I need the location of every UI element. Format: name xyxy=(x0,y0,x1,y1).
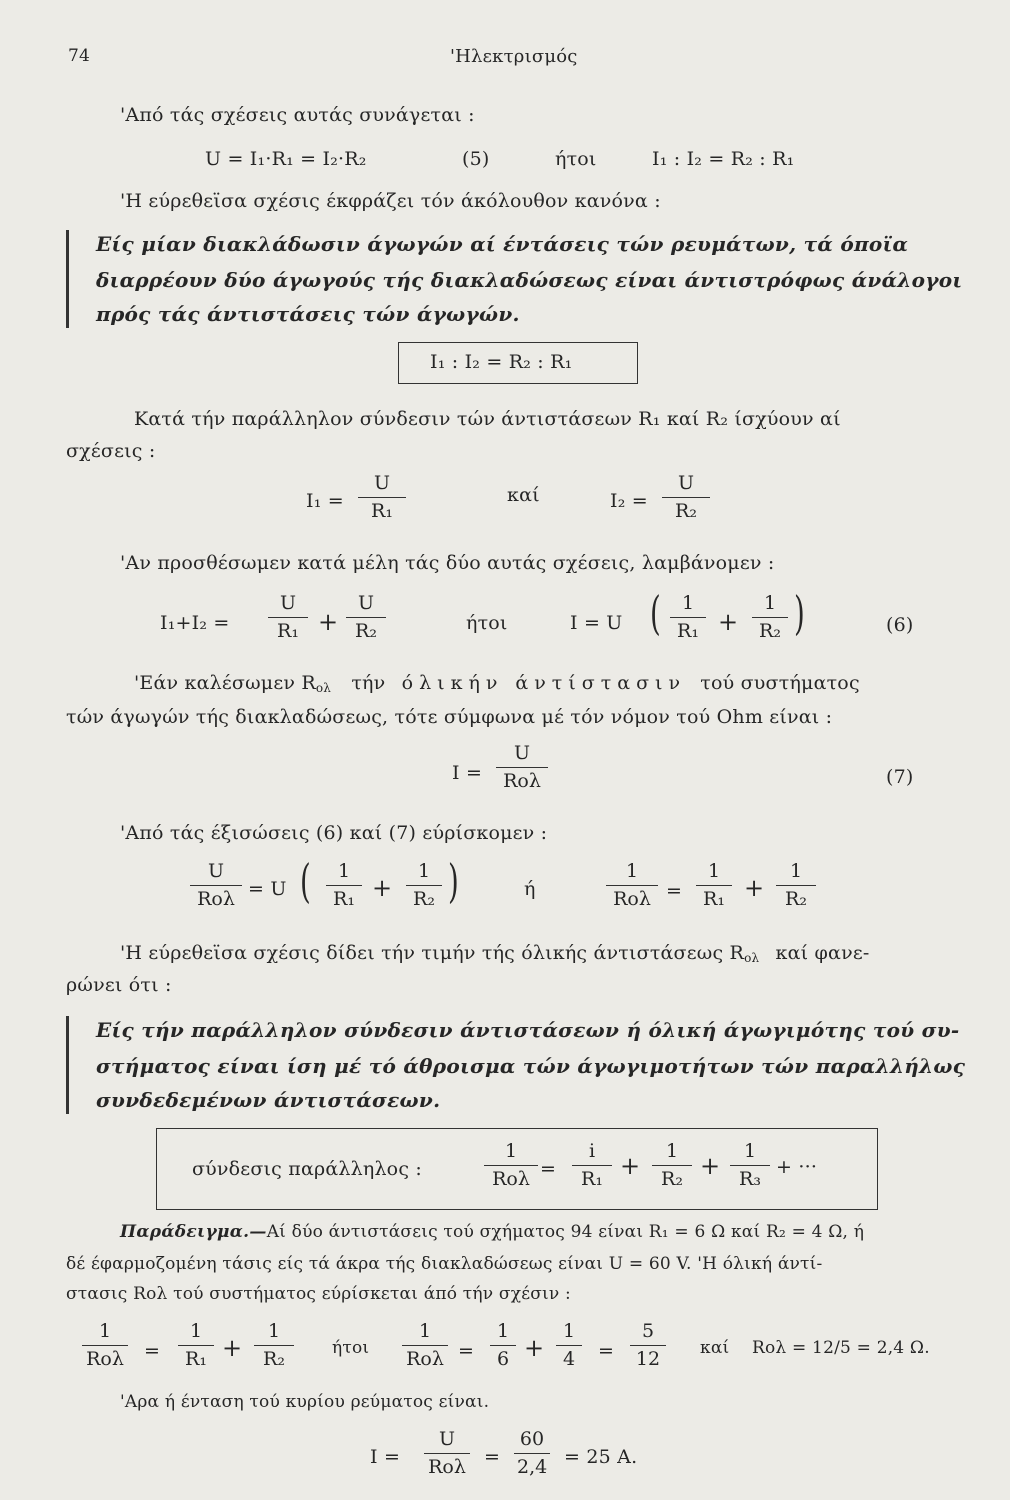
eq-9-fraction-7 xyxy=(630,1322,666,1369)
box-2-fraction-2 xyxy=(572,1142,612,1189)
eq-6-fraction-3-den: R₁ xyxy=(670,617,706,641)
eq-8-fraction-2 xyxy=(326,862,362,909)
eq-8-f3-den: R₂ xyxy=(406,885,442,909)
equation-5-rhs: I₁ : I₂ = R₂ : R₁ xyxy=(652,148,795,170)
box-2-f3-den: R₂ xyxy=(652,1165,692,1189)
rule-1-line-2: διαρρέουν δύο άγωγούς τής διακλαδώσεως είναι άντιστρόφως άνάλογοι xyxy=(96,268,963,292)
eq-6-fraction-3 xyxy=(670,594,706,641)
eq-8-f2-num: 1 xyxy=(337,860,351,882)
eq-9-fraction-5 xyxy=(490,1322,516,1369)
box-2-f3-num: 1 xyxy=(665,1140,679,1162)
eq-6-fraction-2-den: R₂ xyxy=(346,617,386,641)
paragraph-current: 'Αρα ή ένταση τού κυρίου ρεύματος είναι. xyxy=(120,1392,490,1412)
eq-a-fraction-1-num: U xyxy=(373,472,390,494)
eq-7-num: U xyxy=(513,742,530,764)
paragraph-value-line-2: ρώνει ότι : xyxy=(66,974,172,996)
equation-5-word: ήτοι xyxy=(555,148,597,170)
eq-6-lhs: I₁+I₂ = xyxy=(160,612,230,634)
rule-1-line-3: πρός τάς άντιστάσεις τών άγωγών. xyxy=(96,302,520,326)
eq-a-fraction-1 xyxy=(358,474,406,521)
eq-8-f2-den: R₁ xyxy=(326,885,362,909)
box-2-eq: = xyxy=(540,1158,557,1180)
eq-9-f3-num: 1 xyxy=(267,1320,281,1342)
eq-9-result: Rολ = 12/5 = 2,4 Ω. xyxy=(752,1338,930,1358)
eq-9-f2-num: 1 xyxy=(189,1320,203,1342)
box-1-formula: I₁ : I₂ = R₂ : R₁ xyxy=(430,351,573,373)
eq-9-fraction-3 xyxy=(254,1322,294,1369)
box-2-ellipsis: + ··· xyxy=(776,1156,818,1178)
eq-8-eqU: = U xyxy=(248,878,287,900)
eq-7-den: Rολ xyxy=(496,767,548,791)
eq-8-fraction-6 xyxy=(776,862,816,909)
eq-a-fraction-2 xyxy=(662,474,710,521)
paragraph-total-line-1 xyxy=(134,672,860,695)
eq-9-f7-den: 12 xyxy=(630,1345,666,1369)
rule-2-bar xyxy=(66,1016,69,1114)
eq-8-fraction-5 xyxy=(696,862,732,909)
paragraph-intro: 'Από τάς σχέσεις αυτάς συνάγεται : xyxy=(120,104,475,126)
eq-9-plus-1: + xyxy=(222,1334,243,1362)
eq-9-fraction-2 xyxy=(178,1322,214,1369)
eq-8-close-paren: ) xyxy=(448,854,459,908)
eq-8-f5-num: 1 xyxy=(707,860,721,882)
eq-9-eq-2: = xyxy=(458,1340,475,1362)
eq-8-f6-num: 1 xyxy=(789,860,803,882)
box-2-label: σύνδεσις παράλληλος : xyxy=(192,1158,423,1180)
box-2-fraction-4 xyxy=(730,1142,770,1189)
eq-9-f5-den: 6 xyxy=(490,1345,516,1369)
eq-8-f6-den: R₂ xyxy=(776,885,816,909)
running-title: 'Ηλεκτρισμός xyxy=(450,46,578,67)
paragraph-total-line-2: τών άγωγών τής διακλαδώσεως, τότε σύμφωνα μέ τόν νόμον τού Ohm είναι : xyxy=(66,706,833,728)
eq-10-eq: = xyxy=(484,1446,501,1468)
eq-a-lhs-1: I₁ = xyxy=(306,490,344,512)
eq-a-word: καί xyxy=(507,484,540,506)
eq-9-fraction-6 xyxy=(556,1322,582,1369)
eq-6-I-eq-U: I = U xyxy=(570,612,623,634)
value-sub: ολ xyxy=(744,951,760,965)
eq-a-fraction-1-den: R₁ xyxy=(358,497,406,521)
paragraph-value-line-1 xyxy=(120,942,870,965)
paragraph-from-equations: 'Από τάς έξισώσεις (6) καί (7) εύρίσκομεν : xyxy=(120,822,548,844)
eq-8-plus-1: + xyxy=(372,874,393,902)
eq-9-plus-2: + xyxy=(524,1334,545,1362)
eq-8-open-paren: ( xyxy=(300,854,311,908)
paragraph-add: 'Αν προσθέσωμεν κατά μέλη τάς δύο αυτάς σχέσεις, λαμβάνομεν : xyxy=(120,552,775,574)
value-a: 'Η εύρεθεϊσα σχέσις δίδει τήν τιμήν τής όλικής άντιστάσεως R xyxy=(120,942,745,964)
eq-9-fraction-1 xyxy=(82,1322,128,1369)
eq-6-fraction-3-num: 1 xyxy=(681,592,695,614)
eq-9-f1-num: 1 xyxy=(98,1320,112,1342)
eq-10-fraction-2 xyxy=(514,1430,550,1477)
eq-6-fraction-2-num: U xyxy=(357,592,374,614)
eq-8-f4-num: 1 xyxy=(625,860,639,882)
eq-9-f4-den: Rολ xyxy=(402,1345,448,1369)
box-2-f4-den: R₃ xyxy=(730,1165,770,1189)
eq-8-word: ή xyxy=(524,878,536,900)
paragraph-parallel-line-1: Κατά τήν παράλληλον σύνδεσιν τών άντιστάσεων R₁ καί R₂ ίσχύουν αί xyxy=(134,408,841,430)
eq-9-f4-num: 1 xyxy=(418,1320,432,1342)
box-2-plus-1: + xyxy=(620,1152,641,1180)
rule-1-bar xyxy=(66,230,69,328)
rule-2-line-1: Είς τήν παράλληλον σύνδεσιν άντιστάσεων ή όλική άγωγιμότης τού συ- xyxy=(96,1018,960,1042)
eq-8-fraction-1 xyxy=(190,862,242,909)
eq-9-f6-den: 4 xyxy=(556,1345,582,1369)
rule-2-line-2: στήματος είναι ίση μέ τό άθροισμα τών άγωγιμοτήτων τών παραλλήλως xyxy=(96,1054,966,1078)
box-2-f4-num: 1 xyxy=(743,1140,757,1162)
eq-6-fraction-1-num: U xyxy=(279,592,296,614)
eq-8-f5-den: R₁ xyxy=(696,885,732,909)
eq-7-number: (7) xyxy=(886,766,914,788)
rule-1-line-1: Είς μίαν διακλάδωσιν άγωγών αί έντάσεις τών ρευμάτων, τά όποϊα xyxy=(96,232,909,256)
eq-6-fraction-4-den: R₂ xyxy=(752,617,788,641)
eq-7-lhs: I = xyxy=(452,762,483,784)
eq-9-f7-num: 5 xyxy=(641,1320,655,1342)
total-a: 'Εάν καλέσωμεν R xyxy=(134,672,316,694)
eq-9-f1-den: Rολ xyxy=(82,1345,128,1369)
total-sub: ολ xyxy=(315,681,332,695)
eq-8-fraction-3 xyxy=(406,862,442,909)
eq-6-number: (6) xyxy=(886,614,914,636)
example-line-2: δέ έφαρμοζομένη τάσις είς τά άκρα τής διακλαδώσεως είναι U = 60 V. 'Η όλική άντί- xyxy=(66,1254,823,1274)
box-2-f2-den: R₁ xyxy=(572,1165,612,1189)
eq-6-plus-2: + xyxy=(718,608,739,636)
example-line-3: στασις Rολ τού συστήματος εύρίσκεται άπό τήν σχέσιν : xyxy=(66,1284,571,1304)
page-number: 74 xyxy=(68,46,91,66)
eq-9-f3-den: R₂ xyxy=(254,1345,294,1369)
eq-9-eq-1: = xyxy=(144,1340,161,1362)
eq-6-fraction-1 xyxy=(268,594,308,641)
eq-9-eq-3: = xyxy=(598,1340,615,1362)
eq-8-plus-2: + xyxy=(744,874,765,902)
eq-8-f1-num: U xyxy=(207,860,224,882)
eq-10-f1-num: U xyxy=(438,1428,455,1450)
eq-10-lhs: I = xyxy=(370,1446,401,1468)
eq-6-plus-1: + xyxy=(318,608,339,636)
eq-6-open-paren: ( xyxy=(650,586,661,640)
eq-6-fraction-2 xyxy=(346,594,386,641)
eq-7-fraction xyxy=(496,744,548,791)
eq-10-fraction-1 xyxy=(424,1430,470,1477)
paragraph-parallel-line-2: σχέσεις : xyxy=(66,440,156,462)
box-2-f2-num: i xyxy=(588,1140,596,1162)
box-2-f1-den: Rολ xyxy=(484,1165,538,1189)
eq-9-f2-den: R₁ xyxy=(178,1345,214,1369)
eq-9-f6-num: 1 xyxy=(562,1320,576,1342)
eq-6-word: ήτοι xyxy=(466,612,508,634)
eq-10-result: = 25 A. xyxy=(564,1446,638,1468)
box-2-plus-2: + xyxy=(700,1152,721,1180)
eq-6-fraction-4-num: 1 xyxy=(763,592,777,614)
eq-8-fraction-4 xyxy=(606,862,658,909)
total-c: τού συστήματος xyxy=(700,672,860,694)
box-2-f1-num: 1 xyxy=(504,1140,518,1162)
total-b: τήν xyxy=(351,672,386,694)
eq-a-fraction-2-den: R₂ xyxy=(662,497,710,521)
eq-6-close-paren: ) xyxy=(794,586,805,640)
example-line-1 xyxy=(120,1222,864,1242)
eq-8-eq: = xyxy=(666,880,683,902)
eq-10-f1-den: Rολ xyxy=(424,1453,470,1477)
eq-9-word: ήτοι xyxy=(332,1338,370,1358)
example-title: Παράδειγμα.— xyxy=(120,1222,267,1242)
box-2-fraction-1 xyxy=(484,1142,538,1189)
example-text-1: Αί δύο άντιστάσεις τού σχήματος 94 είναι R₁ = 6 Ω καί R₂ = 4 Ω, ή xyxy=(266,1222,865,1242)
rule-2-line-3: συνδεδεμένων άντιστάσεων. xyxy=(96,1088,441,1112)
eq-6-fraction-4 xyxy=(752,594,788,641)
eq-a-fraction-2-num: U xyxy=(677,472,694,494)
eq-8-f3-num: 1 xyxy=(417,860,431,882)
eq-9-fraction-4 xyxy=(402,1322,448,1369)
eq-a-lhs-2: I₂ = xyxy=(610,490,648,512)
eq-6-fraction-1-den: R₁ xyxy=(268,617,308,641)
eq-8-f1-den: Rολ xyxy=(190,885,242,909)
box-2-fraction-3 xyxy=(652,1142,692,1189)
eq-10-f2-den: 2,4 xyxy=(514,1453,550,1477)
equation-5-lhs: U = I₁·R₁ = I₂·R₂ xyxy=(205,148,367,170)
eq-9-kai: καί xyxy=(700,1338,730,1358)
eq-9-f5-num: 1 xyxy=(496,1320,510,1342)
paragraph-rule-intro: 'Η εύρεθεϊσα σχέσις έκφράζει τόν άκόλουθον κανόνα : xyxy=(120,190,661,212)
eq-8-f4-den: Rολ xyxy=(606,885,658,909)
eq-10-f2-num: 60 xyxy=(519,1428,545,1450)
equation-5-number: (5) xyxy=(462,148,490,170)
total-spaced: όλικήν άντίστασιν xyxy=(401,672,687,694)
value-b: καί φανε- xyxy=(775,942,870,964)
